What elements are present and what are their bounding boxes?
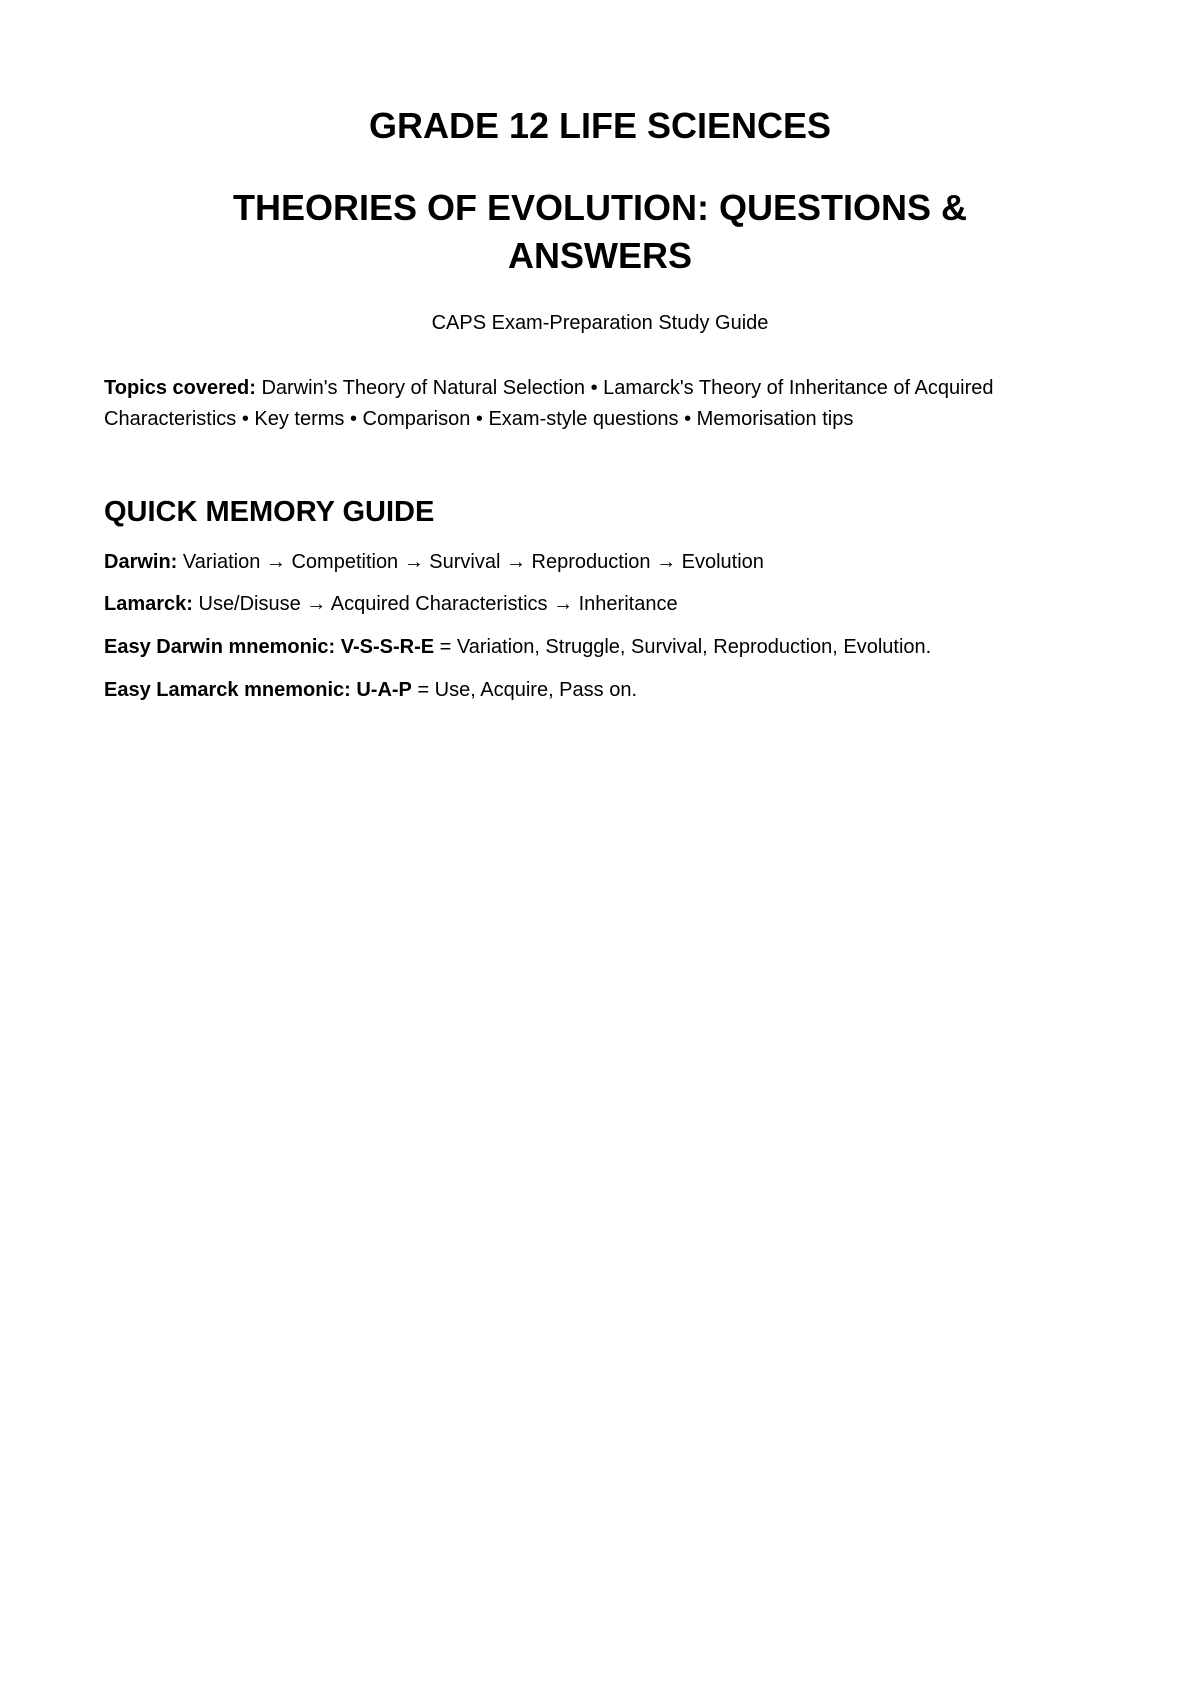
- darwin-mnemonic-text: = Variation, Struggle, Survival, Reproduction, Evolution.: [434, 636, 932, 658]
- topics-label: Topics covered:: [104, 377, 256, 399]
- lamarck-mnemonic-text: = Use, Acquire, Pass on.: [411, 679, 638, 701]
- memory-guide-heading: QUICK MEMORY GUIDE: [104, 496, 435, 528]
- darwin-line: [104, 549, 1104, 575]
- darwin-mnemonic-line: [104, 634, 1104, 660]
- darwin-label: Darwin:: [104, 551, 178, 573]
- lamarck-label: Lamarck:: [104, 593, 193, 615]
- topics-text: Darwin's Theory of Natural Selection • Lamarck's Theory of Inheritance of Acquired Characteristics • Key terms • Comparison • Exam-style questions • Memorisation tips: [104, 377, 994, 430]
- document-subtitle: CAPS Exam-Preparation Study Guide: [431, 312, 769, 334]
- document-heading: THEORIES OF EVOLUTION: QUESTIONS & ANSWERS: [232, 187, 968, 276]
- lamarck-line: [104, 591, 1104, 617]
- lamarck-mnemonic-line: [104, 677, 1104, 703]
- darwin-text: Variation → Competition → Survival → Reproduction → Evolution: [177, 551, 764, 573]
- lamarck-mnemonic-label: Easy Lamarck mnemonic: U-A-P: [104, 679, 412, 701]
- topics-paragraph: [104, 373, 1074, 435]
- darwin-mnemonic-label: Easy Darwin mnemonic: V-S-S-R-E: [104, 636, 435, 658]
- document-title: GRADE 12 LIFE SCIENCES: [368, 105, 832, 146]
- lamarck-text: Use/Disuse → Acquired Characteristics → Inheritance: [192, 593, 678, 615]
